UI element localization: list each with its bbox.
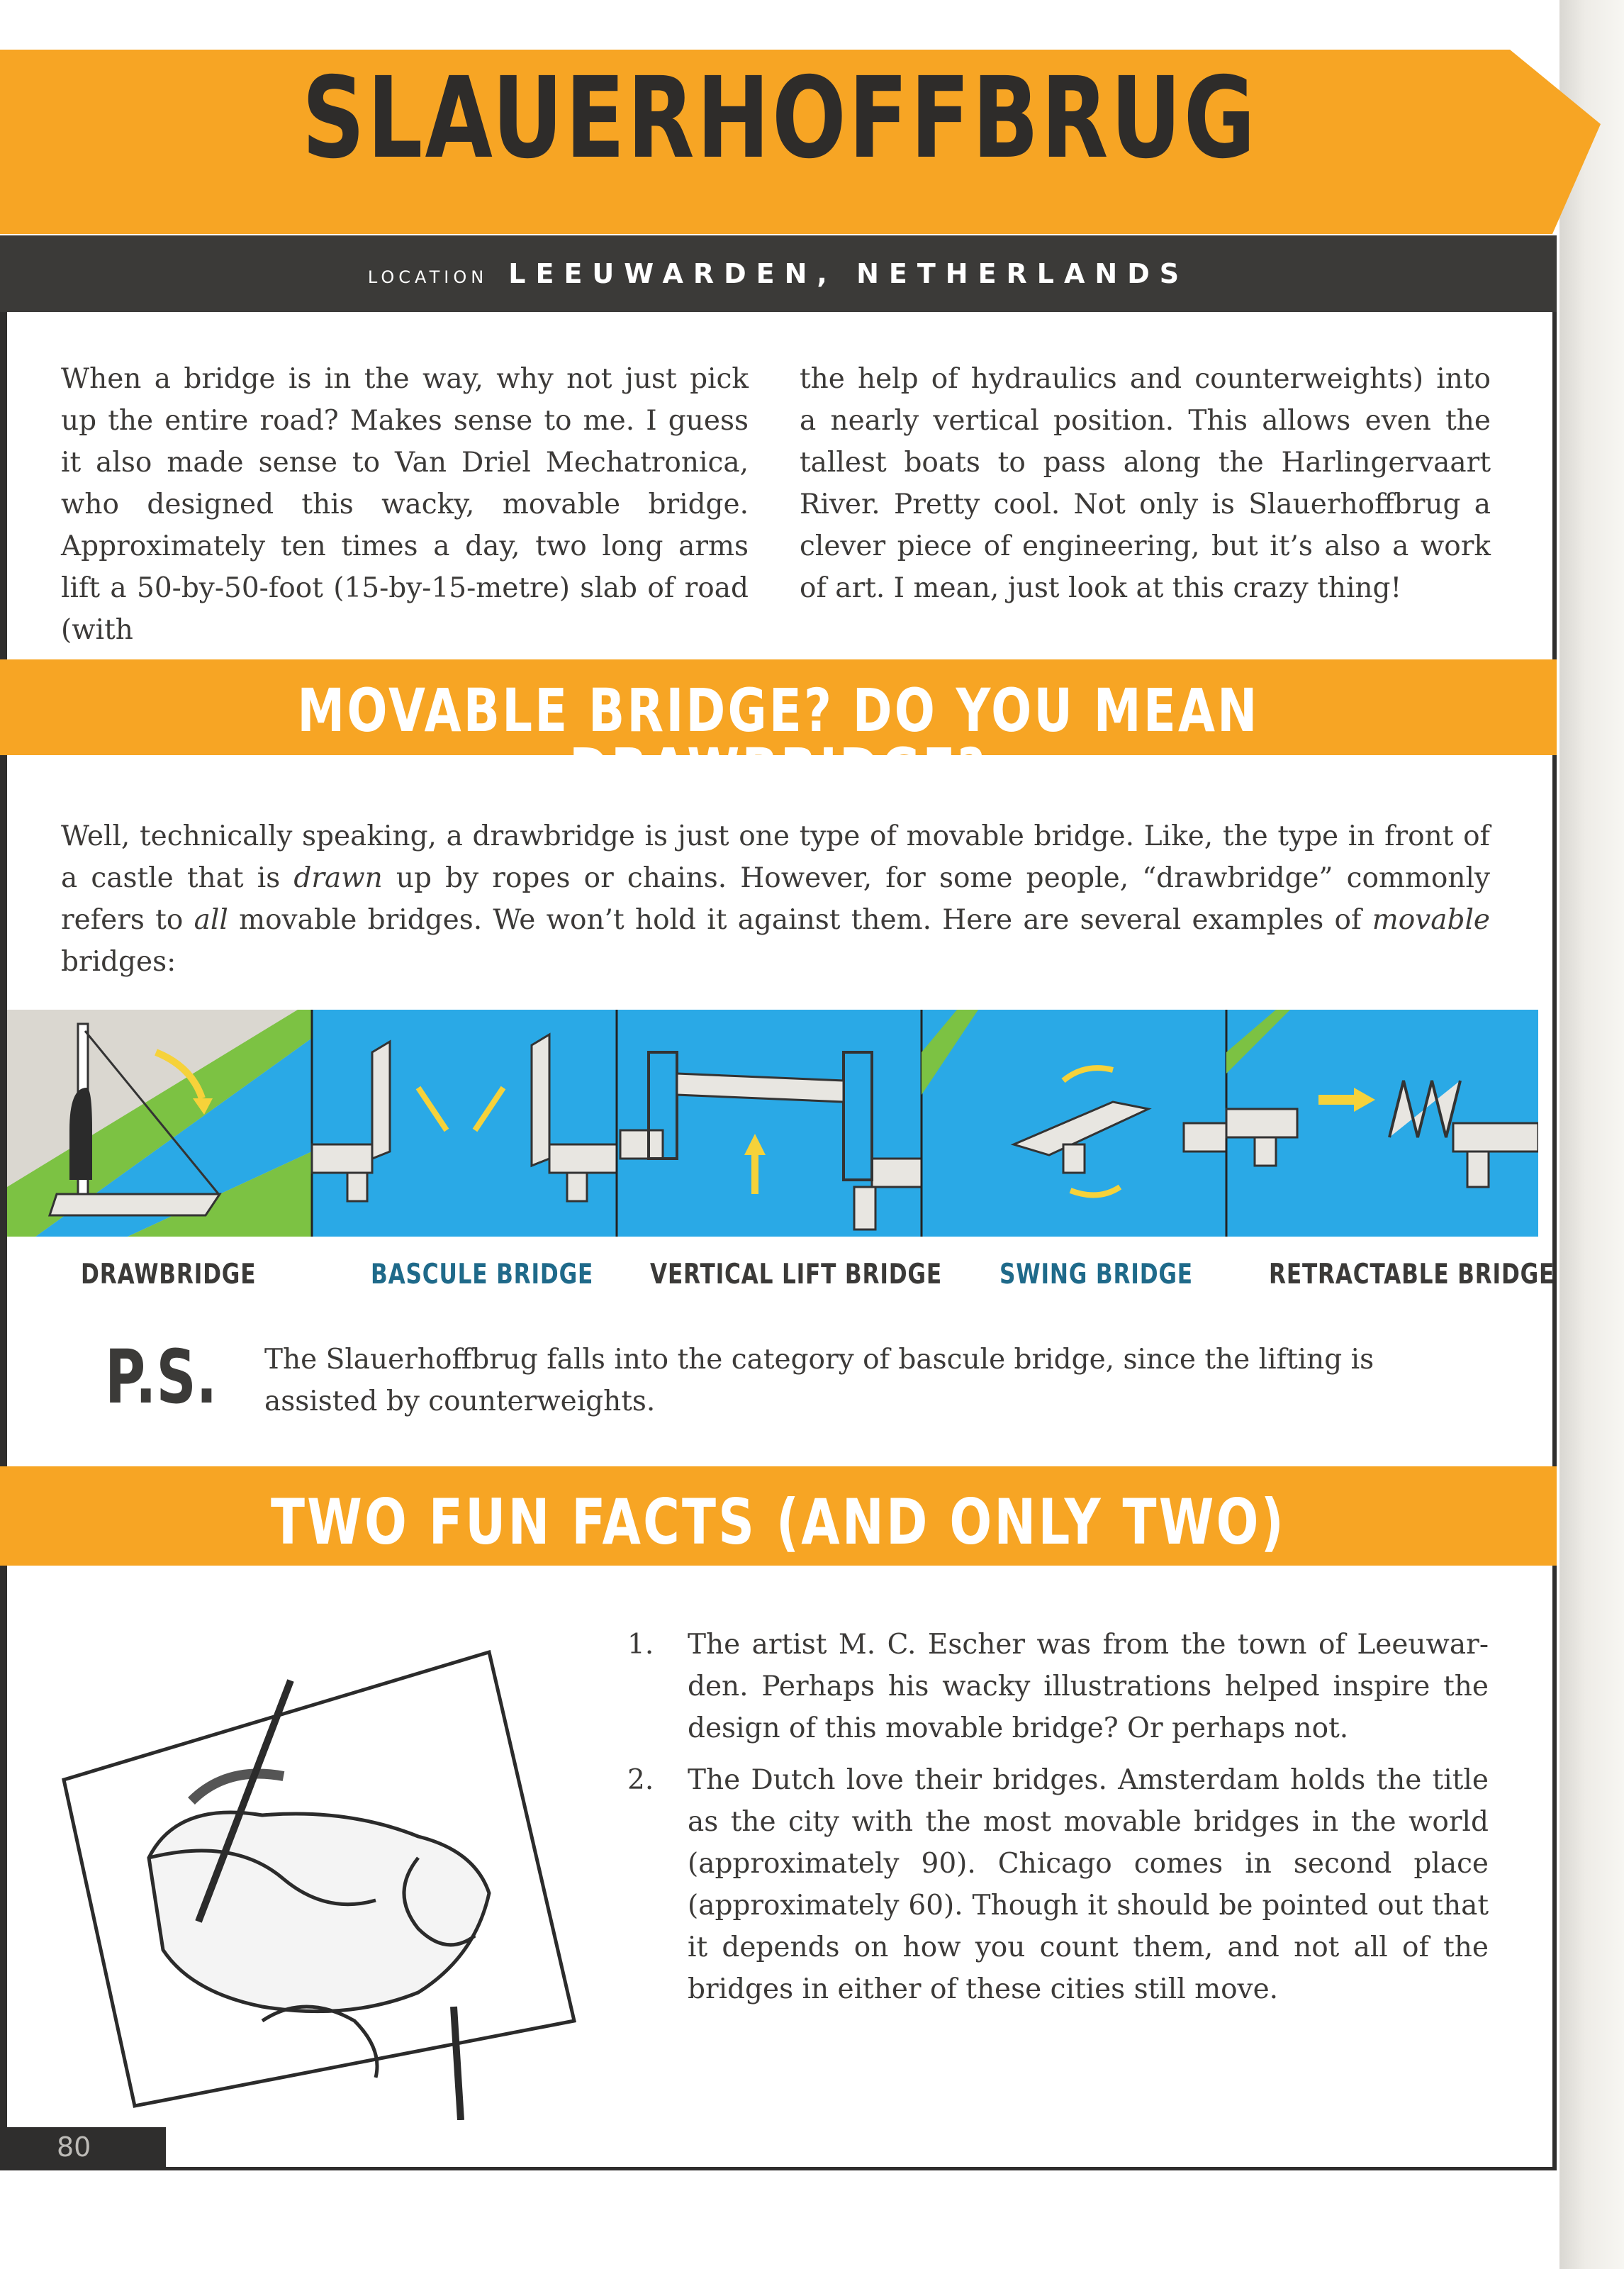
vertical-lift-bridge-illustration — [617, 1010, 922, 1237]
caption-bascule-bridge: BASCULE BRIDGE — [371, 1259, 594, 1290]
bascule-bridge-illustration — [312, 1010, 617, 1237]
frame-line — [1552, 248, 1557, 2170]
section-heading: MOVABLE BRIDGE? DO YOU MEAN DRAWBRIDGE? — [297, 676, 1260, 805]
ps-text: The Slauerhoffbrug falls into the category of bascule bridge, since the lifting is assisted by counterweights. — [264, 1344, 1374, 1417]
frame-line — [0, 312, 7, 2170]
section1-paragraph: Well, technically speaking, a drawbridge is just one type of movable bridge. Like, the type in front of a castle that is drawn up by ropes or chains. However, for some people, “drawbridge” commonly refers to all movable bridges. We won’t hold it against them. Here are several examples of movable bridges: — [61, 820, 1491, 978]
bridge-illustration-strip — [7, 1010, 1538, 1237]
caption-drawbridge: DRAWBRIDGE — [81, 1259, 257, 1290]
location-bar — [0, 235, 1557, 312]
drawbridge-illustration — [7, 1010, 312, 1237]
frame-line — [0, 2167, 1557, 2170]
page-edge — [1559, 0, 1624, 2269]
location-label: LOCATION — [367, 267, 488, 287]
section-heading: TWO FUN FACTS (AND ONLY TWO) — [270, 1485, 1287, 1559]
ps-mark: P.S. — [105, 1334, 218, 1420]
list-item: 1. The artist M. C. Escher was from the town of Leeuwarden. Perhaps his wacky illustrations helped inspire the design of this movable bridge? Or perhaps not. — [627, 1629, 1489, 1744]
intro-right-column: the help of hydraulics and counterweights) into a nearly vertical position. This allows even the tallest boats to pass along the Harlingervaart River. Pretty cool. Not only is Slauerhoffbrug a clever piece of engineering, but it’s also a work of art. I mean, just look at this crazy thing! — [800, 363, 1491, 604]
caption-swing-bridge: SWING BRIDGE — [999, 1259, 1193, 1290]
caption-retractable-bridge: RETRACTABLE BRIDGE — [1269, 1259, 1555, 1290]
page-number: 80 — [57, 2131, 91, 2163]
fun-facts-list — [627, 1624, 1489, 2020]
swing-bridge-illustration — [922, 1010, 1226, 1237]
intro-left-column: When a bridge is in the way, why not just pick up the entire road? Makes sense to me. I guess it also made sense to Van Driel Mechatronica, who designed this wacky, movable bridge. Approximately ten times a day, two long arms lift a 50-by-50-foot (15-by-15-metre) slab of road (with — [61, 363, 749, 646]
location-value: LEEUWARDEN, NETHERLANDS — [508, 258, 1189, 289]
page-number-tab — [0, 2127, 166, 2168]
retractable-bridge-illustration — [1226, 1010, 1538, 1237]
page-title: SLAUERHOFFBRUG — [301, 53, 1258, 184]
escher-hand-drawing — [50, 1624, 588, 2120]
caption-vertical-lift-bridge: VERTICAL LIFT BRIDGE — [650, 1259, 942, 1290]
list-item: 2. The Dutch love their bridges. Amsterdam holds the title as the city with the most movable bridges in the world (approximately 90). Chicago comes in second place (approximately 60). Though it should be pointed out that it depends on how you count them, and not all of the bridges in either of these cities still move. — [627, 1764, 1489, 2005]
